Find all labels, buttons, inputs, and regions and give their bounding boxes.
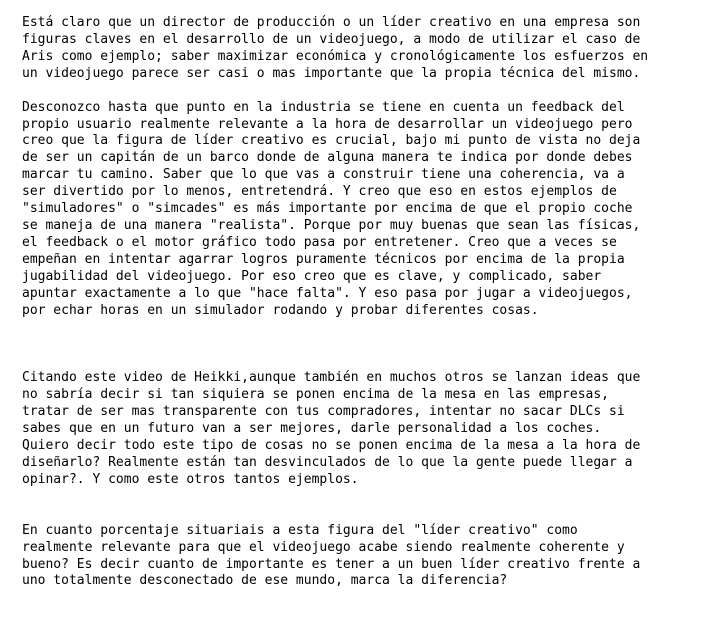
paragraph-feedback: Desconozco hasta que punto en la industria se tiene en cuenta un feedback del propio usuario realmente relevante a la hora de desarrollar un videojuego pero creo que la figura de líder creativo es crucial, bajo mi punto de vista no deja de ser un capitán de un barco donde de alguna manera te indica por donde debes marcar tu camino. Saber que lo que vas a construir tiene una coherencia, va a ser divertido por lo menos, entretendrá. Y creo que eso en estos ejemplos de "simuladores" o "simcades" es más importante por encima de que el propio coche se maneja de una manera "realista". Porque por muy buenas que sean las físicas, el feedback o el motor gráfico todo pasa por entretener. Creo que a veces se empeñan en intentar agarrar logros puramente técnicos por encima de la propia jugabilidad del videojuego. Por eso creo que es clave, y complicado, saber apuntar exactamente a lo que "hace falta". Y eso pasa por jugar a videojuegos, por echar horas en un simulador rodando y probar diferentes cosas. [22,99,641,318]
paragraph-spacer [22,489,702,523]
paragraph-question: En cuanto porcentaje situariais a esta figura del "líder creativo" como realmente relevante para que el videojuego acabe siendo realmente coherente y bueno? Es decir cuanto de importante es tener a un buen líder creativo frente a uno totalmente desconectado de ese mundo, marca la diferencia? [22,522,641,589]
paragraph-spacer [22,319,702,370]
paragraph-intro: Está claro que un director de producción o un líder creativo en una empresa son figuras claves en el desarrollo de un videojuego, a modo de utilizar el caso de Aris como ejemplo; saber maximizar económica y cronológicamente los esfuerzos en un videojuego parece ser casi o mas importante que la propia técnica del mismo. [22,15,649,81]
paragraph-heikki: Citando este video de Heikki,aunque también en muchos otros se lanzan ideas que no sabría decir si tan siquiera se ponen encima de la mesa en las empresas, tratar de ser mas transparente con tus compradores, intentar no sacar DLCs si sabes que en un futuro van a ser mejores, darle personalidad a los coches. Quiero decir todo este tipo de cosas no se ponen encima de la mesa a la hora de diseñarlo? Realmente están tan desvinculados de lo que la gente puede llegar a opinar?. Y como este otros tantos ejemplos. [22,370,641,487]
paragraph-spacer [22,83,702,100]
document-body [22,15,702,590]
